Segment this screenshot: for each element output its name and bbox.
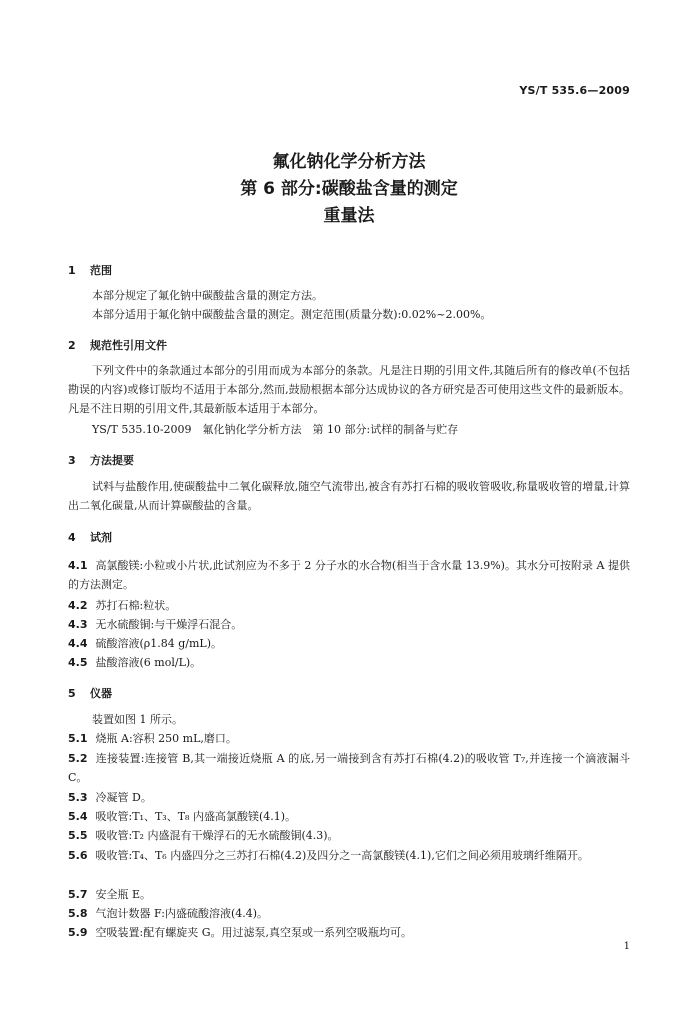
item-number: 5.2 bbox=[68, 752, 88, 765]
item-text: 气泡计数器 F:内盛硫酸溶液(4.4)。 bbox=[95, 907, 269, 920]
page-number: 1 bbox=[623, 941, 630, 952]
section-2-heading bbox=[68, 337, 167, 353]
apparatus-item-5-3 bbox=[68, 788, 630, 807]
reagent-item-4-4 bbox=[68, 634, 630, 653]
section-title: 仪器 bbox=[90, 687, 112, 700]
item-text: 盐酸溶液(6 mol/L)。 bbox=[95, 656, 202, 669]
item-text: 冷凝管 D。 bbox=[95, 791, 152, 804]
item-text: 空吸装置:配有螺旋夹 G。用过滤泵,真空泵或一系列空吸瓶均可。 bbox=[95, 926, 412, 939]
item-number: 5.5 bbox=[68, 829, 88, 842]
item-number: 4.4 bbox=[68, 637, 88, 650]
section-3-para-1: 试料与盐酸作用,使碳酸盐中二氧化碳释放,随空气流带出,被含有苏打石棉的吸收管吸收,称量吸收管的增量,计算出二氧化碳量,从而计算碳酸盐的含量。 bbox=[68, 480, 630, 512]
section-title: 试剂 bbox=[90, 531, 112, 544]
item-number: 5.9 bbox=[68, 926, 88, 939]
apparatus-item-5-4 bbox=[68, 807, 630, 826]
section-5-heading bbox=[68, 685, 112, 701]
reagent-item-4-1 bbox=[68, 556, 630, 594]
item-text: 无水硫酸铜:与干燥浮石混合。 bbox=[95, 618, 243, 631]
section-number: 1 bbox=[68, 264, 76, 277]
item-number: 5.8 bbox=[68, 907, 88, 920]
item-text: 硫酸溶液(ρ1.84 g/mL)。 bbox=[95, 637, 223, 650]
section-1-para-1: 本部分规定了氟化钠中碳酸盐含量的测定方法。 bbox=[92, 289, 323, 302]
item-number: 4.1 bbox=[68, 559, 88, 572]
section-number: 3 bbox=[68, 454, 76, 467]
apparatus-item-5-5 bbox=[68, 826, 630, 845]
reagent-item-4-3 bbox=[68, 615, 630, 634]
item-text: 苏打石棉:粒状。 bbox=[95, 599, 177, 612]
section-1-heading bbox=[68, 262, 112, 278]
item-text: 吸收管:T₄、T₆ 内盛四分之三苏打石棉(4.2)及四分之一高氯酸镁(4.1),它们之间必须用玻璃纤维隔开。 bbox=[95, 849, 589, 862]
apparatus-item-5-6 bbox=[68, 846, 630, 865]
item-number: 5.3 bbox=[68, 791, 88, 804]
item-number: 5.7 bbox=[68, 888, 88, 901]
apparatus-item-5-9 bbox=[68, 923, 630, 942]
title-line-3: 重量法 bbox=[323, 206, 375, 226]
apparatus-item-5-8 bbox=[68, 904, 630, 923]
item-text: 高氯酸镁:小粒或小片状,此试剂应为不多于 2 分子水的水合物(相当于含水量 13.9%)。其水分可按附录 A 提供的方法测定。 bbox=[68, 559, 630, 591]
item-text: 吸收管:T₂ 内盛混有干燥浮石的无水硫酸铜(4.3)。 bbox=[95, 829, 339, 842]
apparatus-item-5-2 bbox=[68, 749, 630, 787]
section-number: 2 bbox=[68, 339, 76, 352]
section-1-para-2: 本部分适用于氟化钠中碳酸盐含量的测定。测定范围(质量分数):0.02%~2.00%。 bbox=[92, 308, 492, 321]
section-number: 4 bbox=[68, 531, 76, 544]
section-2-reference: YS/T 535.10-2009 氟化钠化学分析方法 第 10 部分:试样的制备与贮存 bbox=[92, 423, 459, 436]
reagent-item-4-2 bbox=[68, 596, 630, 615]
item-number: 5.1 bbox=[68, 732, 88, 745]
reagent-item-4-5 bbox=[68, 653, 630, 672]
section-title: 方法提要 bbox=[90, 454, 134, 467]
title-line-2: 第 6 部分:碳酸盐含量的测定 bbox=[240, 179, 458, 199]
section-title: 范围 bbox=[90, 264, 112, 277]
section-title: 规范性引用文件 bbox=[90, 339, 167, 352]
item-number: 5.6 bbox=[68, 849, 88, 862]
section-2-para-1: 下列文件中的条款通过本部分的引用而成为本部分的条款。凡是注日期的引用文件,其随后所有的修改单(不包括勘误的内容)或修订版均不适用于本部分,然而,鼓励根据本部分达成协议的各方研究是否可使用这些文件的最新版本。凡是不注日期的引用文件,其最新版本适用于本部分。 bbox=[68, 364, 630, 415]
section-3-heading bbox=[68, 452, 134, 468]
item-text: 烧瓶 A:容积 250 mL,磨口。 bbox=[95, 732, 237, 745]
section-5-intro: 装置如图 1 所示。 bbox=[92, 713, 183, 726]
item-text: 连接装置:连接管 B,其一端接近烧瓶 A 的底,另一端接到含有苏打石棉(4.2)的吸收管 T₇,并连接一个滴液漏斗 C。 bbox=[68, 752, 630, 784]
item-number: 4.3 bbox=[68, 618, 88, 631]
section-number: 5 bbox=[68, 687, 76, 700]
title-line-1: 氟化钠化学分析方法 bbox=[272, 152, 426, 172]
section-4-heading bbox=[68, 529, 112, 545]
apparatus-item-5-1 bbox=[68, 729, 630, 748]
item-text: 安全瓶 E。 bbox=[95, 888, 152, 901]
item-number: 5.4 bbox=[68, 810, 88, 823]
item-number: 4.5 bbox=[68, 656, 88, 669]
apparatus-item-5-7 bbox=[68, 885, 630, 904]
standard-code: YS/T 535.6—2009 bbox=[519, 84, 630, 97]
item-number: 4.2 bbox=[68, 599, 88, 612]
item-text: 吸收管:T₁、T₃、T₈ 内盛高氯酸镁(4.1)。 bbox=[95, 810, 297, 823]
